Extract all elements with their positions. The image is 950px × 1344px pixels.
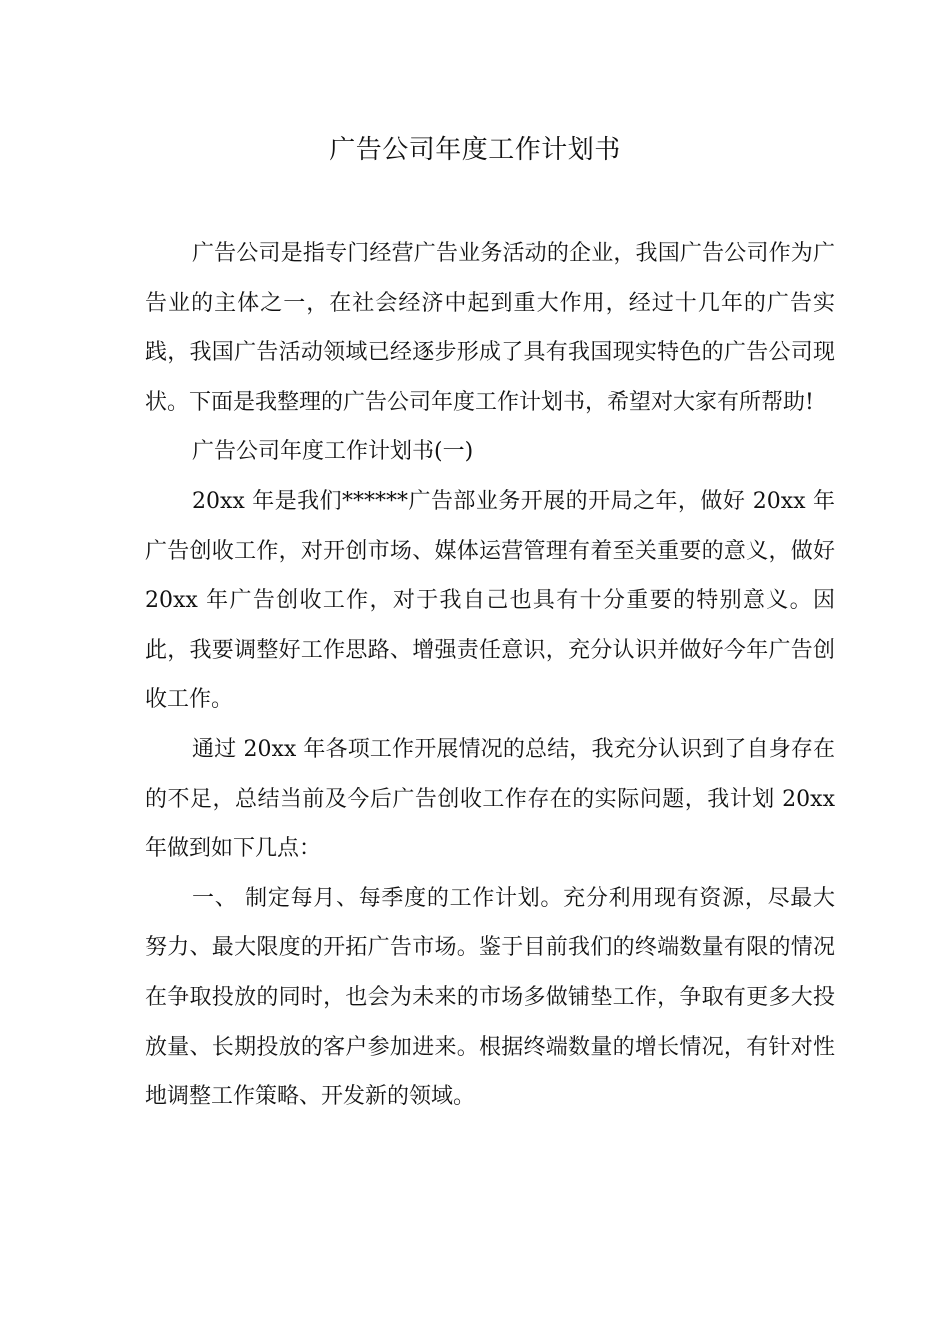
document-body [145,229,835,1122]
paragraph-point-one: 一、 制定每月、每季度的工作计划。充分利用现有资源，尽最大努力、最大限度的开拓广告市场。鉴于目前我们的终端数量有限的情况在争取投放的同时，也会为未来的市场多做铺垫工作，争取有更多大投放量、长期投放的客户参加进来。根据终端数量的增长情况，有针对性地调整工作策略、开发新的领域。 [145,885,835,1110]
paragraph-section-heading: 广告公司年度工作计划书(一) [192,439,474,465]
paragraph-year-goal: 20xx 年是我们******广告部业务开展的开局之年，做好 20xx 年广告创收工作，对开创市场、媒体运营管理有着至关重要的意义，做好 20xx 年广告创收工作，对于我自己也具有十分重要的特别意义。因此，我要调整好工作思路、增强责任意识，充分认识并做好今年广告创收工作。 [145,488,835,713]
document-title: 广告公司年度工作计划书 [329,135,621,165]
paragraph-intro: 广告公司是指专门经营广告业务活动的企业，我国广告公司作为广告业的主体之一，在社会经济中起到重大作用，经过十几年的广告实践，我国广告活动领域已经逐步形成了具有我国现实特色的广告公司现状。下面是我整理的广告公司年度工作计划书，希望对大家有所帮助! [145,241,835,415]
paragraph-summary: 通过 20xx 年各项工作开展情况的总结，我充分认识到了自身存在的不足，总结当前及今后广告创收工作存在的实际问题，我计划 20xx 年做到如下几点： [145,736,835,862]
